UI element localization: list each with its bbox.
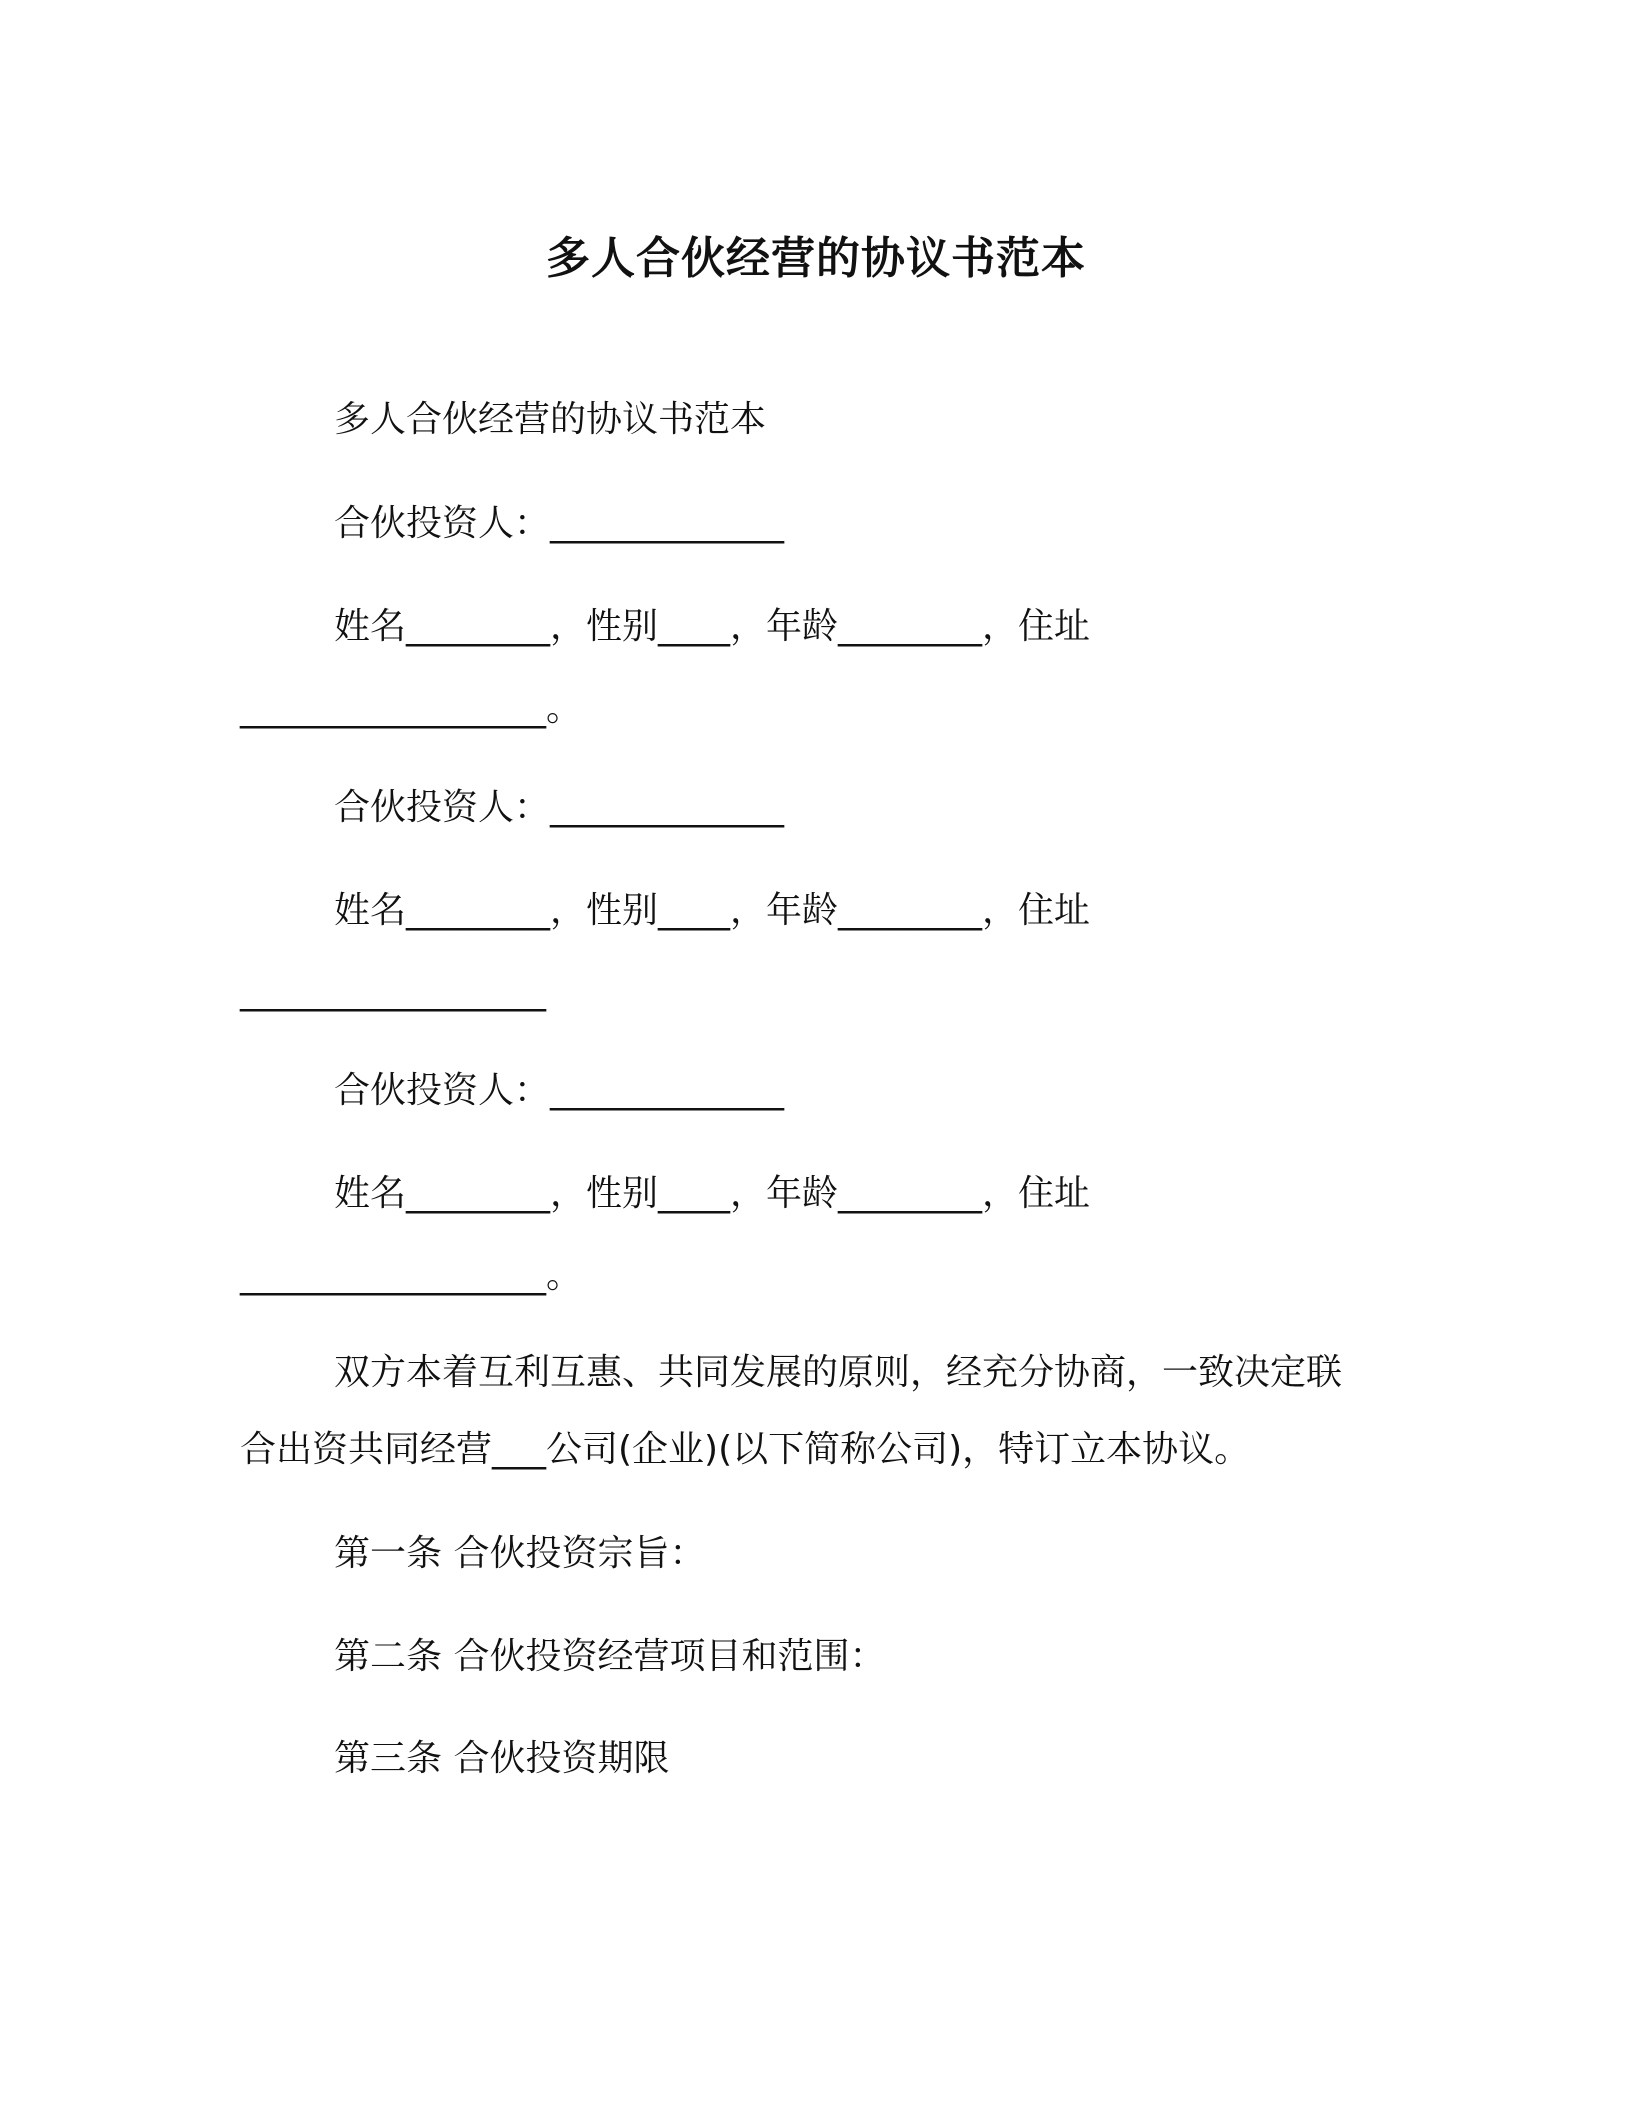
partner-3-address: _________________。 — [240, 1255, 582, 1296]
partner-2-details: 姓名________，性别____，年龄________，住址 — [334, 890, 1091, 931]
article-1: 第一条 合伙投资宗旨： — [334, 1533, 706, 1574]
agreement-intro-line-1: 双方本着互利互惠、共同发展的原则，经充分协商，一致决定联 — [334, 1352, 1343, 1393]
partner-3-label: 合伙投资人：_____________ — [334, 1070, 785, 1111]
document-subtitle: 多人合伙经营的协议书范本 — [334, 399, 767, 440]
partner-1-details: 姓名________，性别____，年龄________，住址 — [334, 606, 1091, 647]
partner-2-label: 合伙投资人：_____________ — [334, 787, 785, 828]
partner-1-label: 合伙投资人：_____________ — [334, 503, 785, 544]
partner-3-details: 姓名________，性别____，年龄________，住址 — [334, 1173, 1091, 1214]
document-title: 多人合伙经营的协议书范本 — [546, 233, 1086, 284]
article-2: 第二条 合伙投资经营项目和范围： — [334, 1636, 886, 1677]
partner-1-address: _________________。 — [240, 688, 582, 729]
partner-2-address: _________________ — [240, 971, 546, 1012]
agreement-intro-line-2: 合出资共同经营___公司(企业)(以下简称公司)，特订立本协议。 — [240, 1429, 1251, 1470]
article-3: 第三条 合伙投资期限 — [334, 1738, 670, 1779]
